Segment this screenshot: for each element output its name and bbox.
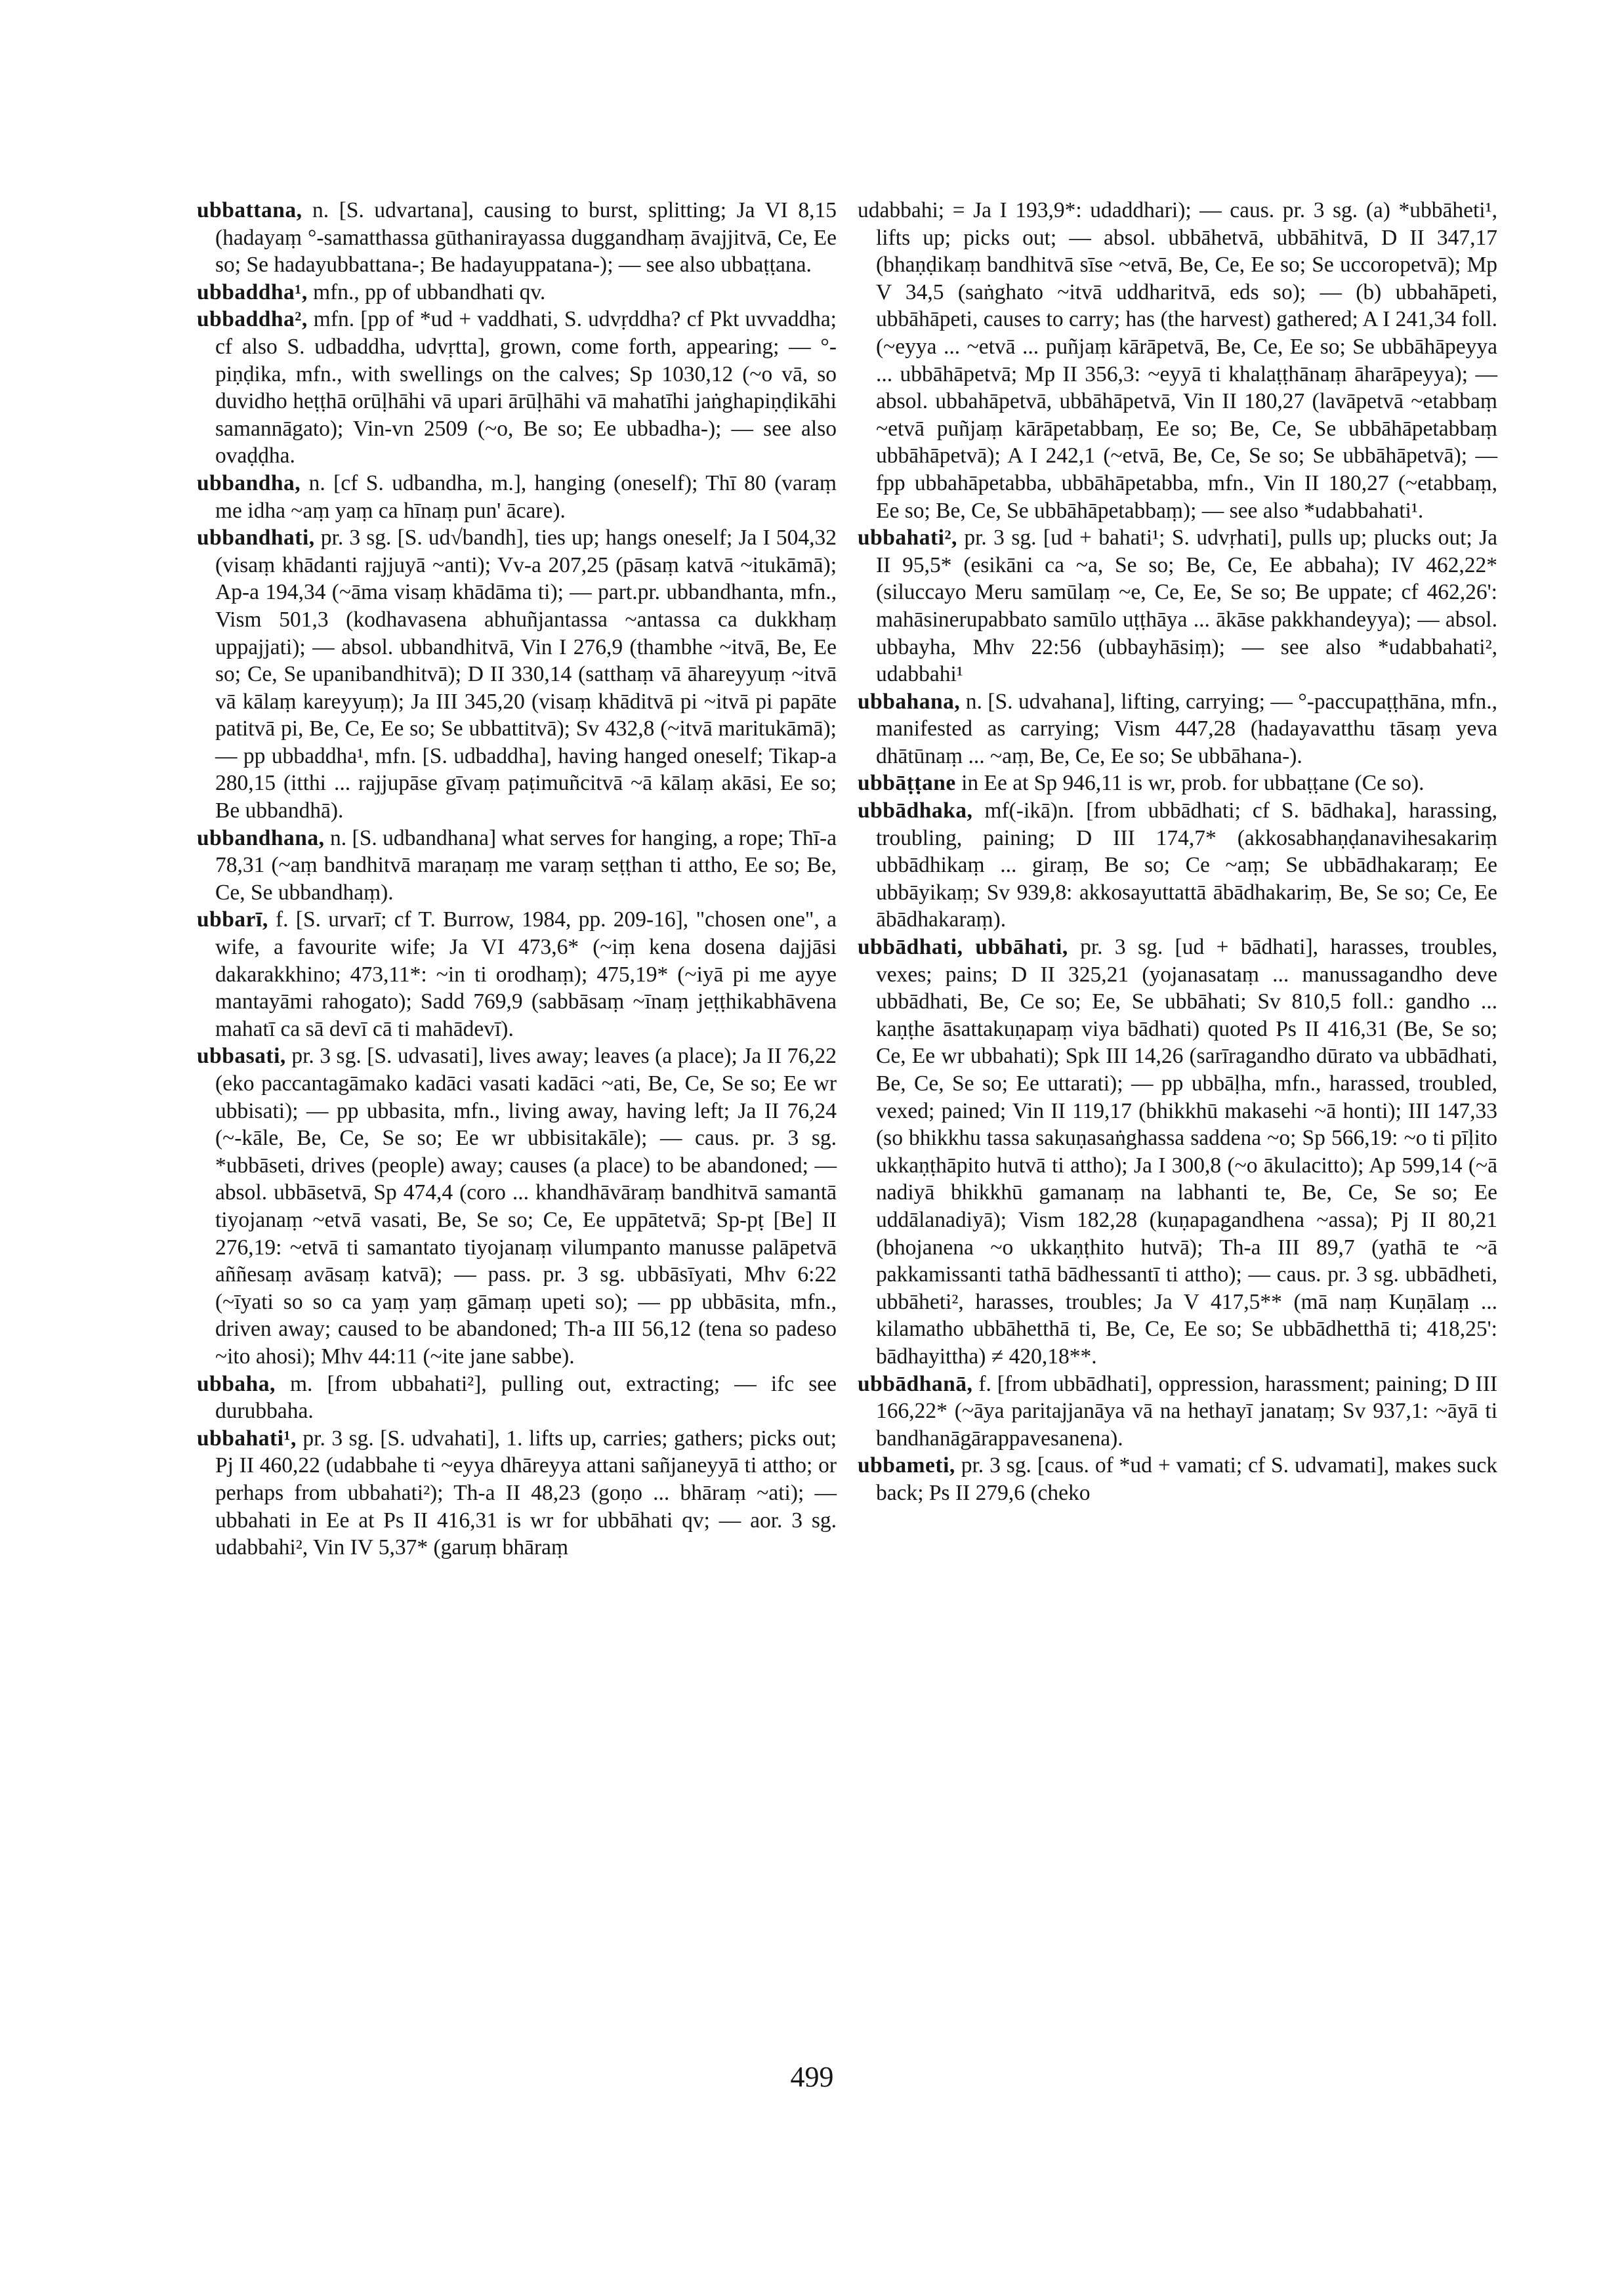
dictionary-entry bbox=[858, 934, 1497, 1371]
entry-body: pr. 3 sg. [S. udvahati], 1. lifts up, carries; gathers; picks out; Pj II 460,22 (udabbahe ti ~eyya dhāreyya attani sañjaneyyā ti attho; or perhaps from ubbahati²); Th-a II 48,23 (goṇo ... bhāraṃ ~ati); — ubbahati in Ee at Ps II 416,31 is wr for ubbāhati qv; — aor. 3 sg. udabbahi², Vin IV 5,37* (garuṃ bhāraṃ bbox=[215, 1426, 837, 1560]
entry-body: n. [S. udvartana], causing to burst, splitting; Ja VI 8,15 (hadayaṃ °-samatthassa gūthanirayassa duggandhaṃ āvajjitvā, Ce, Ee so; Se hadayubbattana-; Be hadayuppatana-); — see also ubbaṭṭana. bbox=[215, 198, 837, 278]
headword: ubbahati², bbox=[858, 526, 957, 550]
entry-body: pr. 3 sg. [S. ud√bandh], ties up; hangs oneself; Ja I 504,32 (visaṃ khādanti rajjuyā ~anti); Vv-a 207,25 (pāsaṃ katvā ~itukāmā); Ap-a 194,34 (~āma visaṃ khādāma ti); — part.pr. ubbandhanta, mfn., Vism 501,3 (kodhavasena abhuñjantassa ~antassa ca dukkhaṃ uppajjati); — absol. ubbandhitvā, Vin I 276,9 (thambhe ~itvā, Be, Ee so; Ce, Se upanibandhitvā); D II 330,14 (satthaṃ vā āhareyyuṃ ~itvā vā kālaṃ kareyyuṃ); Ja III 345,20 (visaṃ khāditvā pi ~itvā pi papāte patitvā pi, Be, Ce, Ee so; Se ubbattitvā); Sv 432,8 (~itvā maritukāmā); — pp ubbaddha¹, mfn. [S. udbaddha], having hanged oneself; Tikap-a 280,15 (itthi ... rajjupāse gīvaṃ paṭimuñcitvā ~ā kālaṃ akāsi, Ee so; Be ubbandhā). bbox=[215, 526, 837, 823]
entry-body: m. [from ubbahati²], pulling out, extracting; — ifc see durubbaha. bbox=[215, 1371, 837, 1424]
headword: ubbameti, bbox=[858, 1453, 955, 1478]
headword: ubbandhati, bbox=[197, 526, 315, 550]
headword: ubbandha, bbox=[197, 470, 301, 495]
headword: ubbaddha¹, bbox=[197, 279, 308, 304]
entry-body: pr. 3 sg. [S. udvasati], lives away; leaves (a place); Ja II 76,22 (eko paccantagāmako kadāci vasati kadāci ~ati, Be, Ce, Se so; Ee wr ubbisati); — pp ubbasita, mfn., living away, having left; Ja II 76,24 (~-kāle, Be, Ce, Se so; Ee wr ubbisitakāle); — caus. pr. 3 sg. *ubbāseti, drives (people) away; causes (a place) to be abandoned; — absol. ubbāsetvā, Sp 474,4 (coro ... khandhāvāraṃ bandhitvā samantā tiyojanaṃ ~etvā vasati, Be, Se so; Ce, Ee uppātetvā; Sp-pṭ [Be] II 276,19: ~etvā ti samantato tiyojanaṃ vilumpanto manusse palāpetvā aññesaṃ avāsaṃ katvā); — pass. pr. 3 sg. ubbāsīyati, Mhv 6:22 (~īyati so so ca yaṃ yaṃ gāmaṃ upeti so); — pp ubbāsita, mfn., driven away; caused to be abandoned; Th-a III 56,12 (tena so padeso ~ito ahosi); Mhv 44:11 (~ite jane sabbe). bbox=[215, 1044, 837, 1369]
entry-body: n. [cf S. udbandha, m.], hanging (oneself); Thī 80 (varaṃ me idha ~aṃ yaṃ ca hīnaṃ pun' ācare). bbox=[215, 470, 837, 523]
headword: ubbādhanā, bbox=[858, 1371, 973, 1396]
right-column bbox=[858, 197, 1497, 1507]
headword: ubbahana, bbox=[858, 689, 961, 714]
headword: ubbādhaka, bbox=[858, 798, 973, 823]
dictionary-entry bbox=[197, 279, 837, 306]
entry-body: in Ee at Sp 946,11 is wr, prob. for ubbaṭṭane (Ce so). bbox=[961, 771, 1425, 796]
entry-body: udabbahi; = Ja I 193,9*: udaddhari); — caus. pr. 3 sg. (a) *ubbāheti¹, lifts up; picks out; — absol. ubbāhetvā, ubbāhitvā, D II 347,17 (bhaṇḍikaṃ bandhitvā sīse ~etvā, Be, Ce, Ee so; Se uccoropetvā); Mp V 34,5 (saṅghato ~itvā uddharitvā, eds so); — (b) ubbahāpeti, ubbāhāpeti, causes to carry; has (the harvest) gathered; A I 241,34 foll. (~eyya ... ~etvā ... puñjaṃ kārāpetvā, Be, Ce, Ee so; Se ubbāhāpeyya ... ubbāhāpetvā; Mp II 356,3: ~eyyā ti khalaṭṭhānaṃ āharāpeyya); — absol. ubbahāpetvā, ubbāhāpetvā, Vin II 180,27 (lavāpetvā ~etabbaṃ ~etvā puñjaṃ kārāpetabbaṃ, Ee so; Be, Ce, Se ubbāhāpetabbaṃ ubbāhāpetvā); A I 242,1 (~etvā, Be, Ce, Se so; Se ubbāhāpetvā); — fpp ubbahāpetabba, ubbāhāpetabba, mfn., Vin II 180,27 (~etabbaṃ, Ee so; Be, Ce, Se ubbāhāpetabbaṃ); — see also *udabbahati¹. bbox=[858, 198, 1497, 523]
dictionary-entry bbox=[858, 524, 1497, 688]
dictionary-entry bbox=[858, 1371, 1497, 1453]
entry-body: pr. 3 sg. [ud + bahati¹; S. udvṛhati], pulls up; plucks out; Ja II 95,5* (esikāni ca ~a, Se so; Be, Ce, Ee abbaha); IV 462,22* (siluccayo Meru samūlaṃ ~e, Ce, Ee, Se so; Be uppate; cf 462,26': mahāsinerupabbato samūlo uṭṭhāya ... ākāse pakkhandeyya); — absol. ubbayha, Mhv 22:56 (ubbayhāsiṃ); — see also *udabbahati², udabbahi¹ bbox=[876, 526, 1498, 687]
headword: ubbahati¹, bbox=[197, 1426, 297, 1451]
entry-body: f. [from ubbādhati], oppression, harassment; paining; D III 166,22* (~āya paritajjanāya vā na hethayī janataṃ; Sv 937,1: ~āyā ti bandhanāgārappavesanena). bbox=[876, 1371, 1498, 1451]
headword: ubbāṭṭane bbox=[858, 771, 956, 796]
entry-body: mfn. [pp of *ud + vaddhati, S. udvṛddha? cf Pkt uvvaddha; cf also S. udbaddha, udvṛtta], grown, come forth, appearing; — °-piṇḍika, mfn., with swellings on the calves; Sp 1030,12 (~o vā, so duvidho heṭṭhā orūḷhāhi vā upari ārūḷhāhi vā mahatīhi jaṅghapiṇḍikāhi samannāgato); Vin-vn 2509 (~o, Be so; Ee ubbadha-); — see also ovaḍḍha. bbox=[215, 307, 837, 468]
headword: ubbādhati, ubbāhati, bbox=[858, 935, 1068, 960]
headword: ubbarī, bbox=[197, 907, 268, 932]
entry-body: pr. 3 sg. [ud + bādhati], harasses, troubles, vexes; pains; D II 325,21 (yojanasataṃ ... manussagandho deve ubbādhati, Be, Ce so; Ee, Se ubbāhati; Sv 810,5 foll.: gandho ... kaṇṭhe āsattakuṇapaṃ viya bādhati) quoted Ps II 416,31 (Be, Se so; Ce, Ee wr ubbahati); Spk III 14,26 (sarīragandho dūrato va ubbādhati, Be, Ce, Se so; Ee uttarati); — pp ubbāḷha, mfn., harassed, troubled, vexed; pained; Vin II 119,17 (bhikkhū makasehi ~ā honti); III 147,33 (so bhikkhu tassa sakuṇasaṅghassa saddena ~o; Sp 566,19: ~o ti pīḷito ukkaṇṭhāpito hutvā ti attho); Ja I 300,8 (~o ākulacitto); Ap 599,14 (~ā nadiyā bhikkhū gamanaṃ na labhanti te, Be, Ce, Se so; Ee uddālanadiyā); Vism 182,28 (kuṇapagandhena ~assa); Pj II 80,21 (bhojanena ~o ukkaṇṭhito hutvā); Th-a III 89,7 (yathā te ~ā pakkamissanti tathā bādhessantī ti attho); — caus. pr. 3 sg. ubbādheti, ubbāheti², harasses, troubles; Ja V 417,5** (mā naṃ Kuṇālaṃ ... kilamatho ubbāhetthā ti, Be, Ce, Ee so; Se ubbādhetthā ti; 418,25': bādhayittha) ≠ 420,18**. bbox=[876, 935, 1498, 1369]
dictionary-entry bbox=[858, 688, 1497, 770]
dictionary-entry bbox=[197, 306, 837, 470]
headword: ubbandhana, bbox=[197, 825, 325, 850]
headword: ubbattana, bbox=[197, 198, 302, 222]
dictionary-entry bbox=[858, 797, 1497, 934]
dictionary-entry bbox=[858, 770, 1497, 797]
dictionary-entry bbox=[197, 1371, 837, 1425]
dictionary-entry bbox=[858, 1452, 1497, 1506]
page-number: 499 bbox=[790, 2061, 834, 2093]
headword: ubbasati, bbox=[197, 1044, 286, 1069]
dictionary-entry bbox=[197, 906, 837, 1043]
entry-body: mf(-ikā)n. [from ubbādhati; cf S. bādhaka], harassing, troubling, paining; D III 174,7* (akkosabhaṇḍanavihesakariṃ ubbādhikaṃ ... giraṃ, Be so; Ce ~aṃ; Se ubbādhakaraṃ; Ee ubbāyikaṃ; Sv 939,8: akkosayuttattā ābādhakariṃ, Be, Se so; Ce, Ee ābādhakaraṃ). bbox=[876, 798, 1498, 932]
dictionary-entry bbox=[197, 197, 837, 279]
dictionary-entry bbox=[197, 1043, 837, 1370]
dictionary-entry-continued bbox=[858, 197, 1497, 524]
entry-body: n. [S. udvahana], lifting, carrying; — °-paccupaṭṭhāna, mfn., manifested as carrying; Vism 447,28 (hadayavatthu tāsaṃ yeva dhātūnaṃ ... ~aṃ, Be, Ce, Ee so; Se ubbāhana-). bbox=[876, 689, 1498, 768]
entry-body: f. [S. urvarī; cf T. Burrow, 1984, pp. 209-16], "chosen one", a wife, a favourite wife; Ja VI 473,6* (~iṃ kena dosena dajjāsi dakarakkhino; 473,11*: ~in ti orodhaṃ); 475,19* (~iyā pi me ayye mantayāmi rahogato); Sadd 769,9 (sabbāsaṃ ~īnaṃ jeṭṭhikabhāvena mahatī ca sā devī cā ti mahādevī). bbox=[215, 907, 837, 1041]
entry-body: n. [S. udbandhana] what serves for hanging, a rope; Thī-a 78,31 (~aṃ bandhitvā maraṇaṃ me varaṃ seṭṭhan ti attho, Ee so; Be, Ce, Se ubbandhaṃ). bbox=[215, 825, 837, 905]
dictionary-entry bbox=[197, 825, 837, 907]
headword: ubbaha, bbox=[197, 1371, 276, 1396]
dictionary-entry bbox=[197, 1425, 837, 1561]
left-column bbox=[197, 197, 837, 1561]
dictionary-entry bbox=[197, 524, 837, 825]
headword: ubbaddha², bbox=[197, 307, 308, 332]
entry-body: pr. 3 sg. [caus. of *ud + vamati; cf S. udvamati], makes suck back; Ps II 279,6 (cheko bbox=[876, 1453, 1498, 1505]
entry-body: mfn., pp of ubbandhati qv. bbox=[313, 279, 546, 304]
dictionary-entry bbox=[197, 470, 837, 524]
